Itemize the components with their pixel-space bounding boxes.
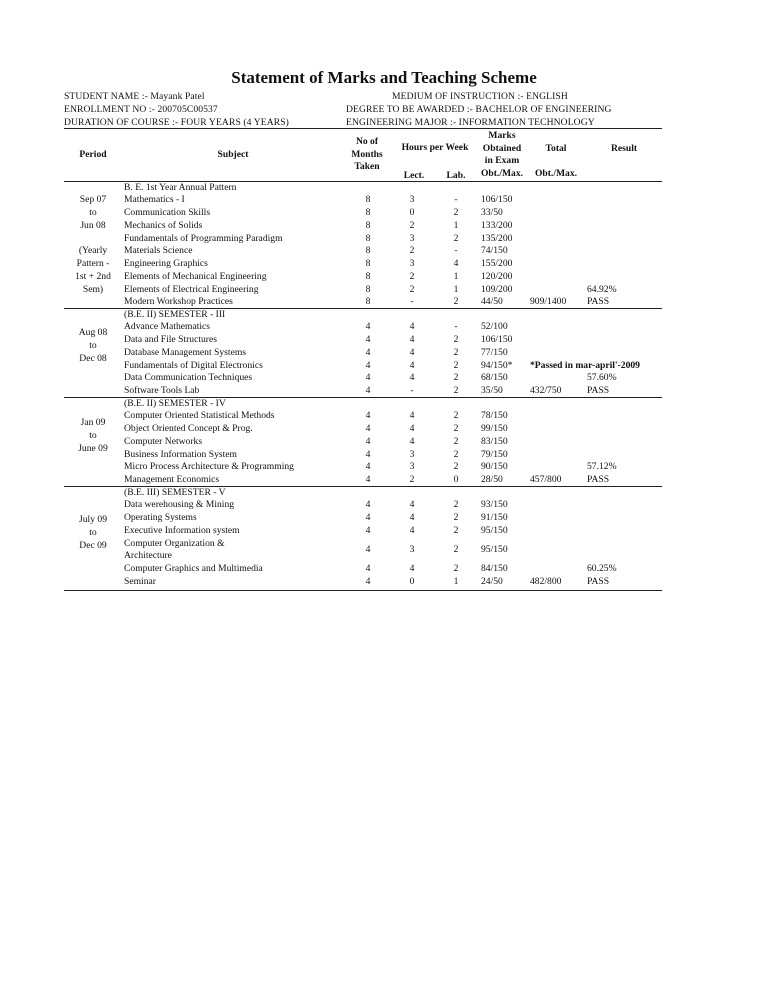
lab-cell: - [454,245,458,257]
subject-cell: Advance Mathematics [124,321,211,333]
subject-cell: Materials Science [124,245,193,257]
section-period [64,514,122,552]
result-cell: PASS [587,575,610,587]
marks-cell: 135/200 [481,232,513,244]
subject-cell-continued: Architecture [124,550,172,562]
result-cell: PASS [587,474,610,485]
course-duration: DURATION OF COURSE :- FOUR YEARS (4 YEARS) [64,117,289,128]
lab-cell: 2 [453,334,459,345]
header-total-sub: Obt./Max. [534,168,578,179]
lab-cell: 1 [453,283,459,295]
header-months: No of Months Taken [351,136,383,172]
marks-cell: 155/200 [481,258,513,269]
student-name: STUDENT NAME :- Mayank Patel [64,91,205,102]
marks-cell: 94/150* [481,359,513,371]
lab-cell: 1 [453,270,459,282]
months-cell: 8 [365,245,371,257]
lect-cell: 2 [409,219,415,231]
marks-cell: 109/200 [481,283,513,295]
months-cell: 8 [365,258,371,269]
subject-cell: Data Communication Techniques [124,372,253,384]
lect-cell: 4 [409,410,415,422]
lect-cell: 3 [409,232,415,244]
lab-cell: 2 [453,232,459,244]
marks-cell: 106/150 [481,334,513,345]
subject-cell: Database Management Systems [124,346,247,358]
months-cell: 4 [365,321,371,333]
lect-cell: 3 [409,448,415,460]
lab-cell: - [454,321,458,333]
subject-cell: Elements of Electrical Engineering [124,283,259,295]
subject-cell: Engineering Graphics [124,258,208,269]
lab-cell: 1 [453,219,459,231]
lect-cell: 4 [409,524,415,536]
lab-cell: 2 [453,435,459,447]
lab-cell: 2 [453,207,459,218]
marks-cell: 106/150 [481,194,513,206]
subject-cell: Data and File Structures [124,334,217,345]
lect-cell: - [410,385,414,396]
marks-cell: 133/200 [481,219,513,231]
months-cell: 4 [365,461,371,473]
period-line: to [89,526,97,538]
lab-cell: 2 [453,448,459,460]
total-cell: 432/750 [530,385,562,396]
subject-cell: Communication Skills [124,207,211,218]
total-cell: 909/1400 [530,296,567,308]
lect-cell: - [410,296,414,308]
period-line: 1st + 2nd [75,270,111,282]
subject-cell: Elements of Mechanical Engineering [124,270,267,282]
lect-cell: 4 [409,499,415,511]
subject-cell: Object Oriented Concept & Prog. [124,423,253,434]
result-cell: 57.60% [587,372,617,384]
marks-cell: 83/150 [481,435,508,447]
subject-cell: Mathematics - I [124,194,185,206]
lab-cell: - [454,194,458,206]
lab-cell: 2 [453,499,459,511]
period-line: Aug 08 [78,327,108,338]
marks-cell: 35/50 [481,385,503,396]
marks-cell: 91/150 [481,512,508,523]
lab-cell: 4 [453,258,459,269]
subject-cell: Seminar [124,575,156,587]
months-cell: 8 [365,219,371,231]
lab-cell: 1 [453,575,459,587]
header-subject: Subject [217,149,249,160]
subject-cell: Management Economics [124,474,220,485]
months-cell: 8 [365,296,371,308]
lect-cell: 2 [409,474,415,485]
period-line: Sem) [82,283,104,295]
lab-cell: 2 [453,563,459,574]
period-line: to [89,429,97,441]
lect-cell: 4 [409,563,415,574]
months-cell: 8 [365,194,371,206]
header-total: Total [545,143,567,154]
result-cell: PASS [587,385,610,396]
months-cell: 4 [365,499,371,511]
period-line: to [89,206,97,218]
lect-cell: 4 [409,423,415,434]
marks-cell: 52/100 [481,321,508,333]
marks-cell: 74/150 [481,245,508,257]
section-period [64,417,122,455]
lab-cell: 2 [453,543,459,555]
lect-cell: 0 [409,207,415,218]
months-cell: 4 [365,334,371,345]
months-cell: 4 [365,543,371,555]
subject-cell: Data werehousing & Mining [124,499,235,511]
section-period [64,327,122,365]
marks-cell: 44/50 [481,296,503,308]
lect-cell: 4 [409,512,415,523]
engineering-major: ENGINEERING MAJOR :- INFORMATION TECHNOLOGY [346,117,595,128]
period-line: (Yearly [78,245,108,257]
months-cell: 8 [365,232,371,244]
lab-cell: 0 [453,474,459,485]
marks-cell: 95/150 [481,524,508,536]
months-cell: 4 [365,423,371,434]
subject-cell: Executive Information system [124,524,240,536]
lect-cell: 3 [409,258,415,269]
period-line: Pattern - [76,257,110,269]
period-line: Dec 08 [79,352,107,364]
months-cell: 4 [365,435,371,447]
period-line: Jan 09 [80,417,106,428]
medium-of-instruction: MEDIUM OF INSTRUCTION :- ENGLISH [392,91,568,102]
months-cell: 4 [365,385,371,396]
marks-cell: 99/150 [481,423,508,434]
lect-cell: 4 [409,372,415,384]
marks-cell: 93/150 [481,499,508,511]
subject-cell: Fundamentals of Programming Paradigm [124,232,283,244]
months-cell: 8 [365,207,371,218]
lect-cell: 4 [409,435,415,447]
marks-cell: 95/150 [481,543,508,555]
lect-cell: 4 [409,359,415,371]
section-title: (B.E. II) SEMESTER - IV [124,397,226,409]
period-line: June 09 [78,442,108,454]
lect-cell: 0 [409,575,415,587]
months-cell: 4 [365,524,371,536]
header-lab: Lab. [446,170,466,181]
result-cell: 64.92% [587,283,617,295]
header-marks: Marks Obtained in Exam Obt./Max. [480,130,524,179]
section-rule [64,590,662,591]
total-cell: 482/800 [530,575,562,587]
result-cell: PASS [587,296,610,308]
lab-cell: 2 [453,524,459,536]
section-title: (B.E. III) SEMESTER - V [124,486,226,498]
lect-cell: 3 [409,461,415,473]
subject-cell: Computer Graphics and Multimedia [124,563,263,574]
lab-cell: 2 [453,423,459,434]
section-period [64,194,122,296]
months-cell: 8 [365,283,371,295]
lab-cell: 2 [453,359,459,371]
section-title: B. E. 1st Year Annual Pattern [124,181,237,193]
subject-cell: Fundamentals of Digital Electronics [124,359,263,371]
marks-cell: 79/150 [481,448,508,460]
lab-cell: 2 [453,372,459,384]
marks-cell: 28/50 [481,474,503,485]
header-lect: Lect. [403,170,425,181]
marks-cell: 78/150 [481,410,508,422]
period-line: Dec 09 [79,539,107,551]
subject-cell: Computer Oriented Statistical Methods [124,410,275,422]
months-cell: 4 [365,512,371,523]
subject-cell: Mechanics of Solids [124,219,203,231]
marks-cell: 68/150 [481,372,508,384]
section-title: (B.E. II) SEMESTER - III [124,308,226,320]
subject-cell: Software Tools Lab [124,385,200,396]
result-cell: 57.12% [587,461,617,473]
lab-cell: 2 [453,346,459,358]
lab-cell: 2 [453,512,459,523]
months-cell: 4 [365,448,371,460]
lab-cell: 2 [453,461,459,473]
marks-cell: 90/150 [481,461,508,473]
header-result: Result [610,143,638,154]
lect-cell: 2 [409,245,415,257]
months-cell: 8 [365,270,371,282]
months-cell: 4 [365,563,371,574]
total-cell: 457/800 [530,474,562,485]
lect-cell: 2 [409,270,415,282]
lab-cell: 2 [453,385,459,396]
header-period: Period [79,149,107,160]
enrollment-number: ENROLLMENT NO :- 200705C00537 [64,104,218,115]
marks-cell: 33/50 [481,207,503,218]
subject-cell: Micro Process Architecture & Programming [124,461,294,473]
passed-note: *Passed in mar-april'-2009 [530,359,640,371]
marks-cell: 120/200 [481,270,513,282]
subject-cell: Operating Systems [124,512,197,523]
subject-cell: Computer Organization & [124,537,225,549]
marks-cell: 84/150 [481,563,508,574]
header-top-rule [64,128,662,129]
marks-cell: 77/150 [481,346,508,358]
header-hours-per-week: Hours per Week [401,142,469,153]
months-cell: 4 [365,359,371,371]
period-line: to [89,339,97,351]
lect-cell: 4 [409,346,415,358]
lect-cell: 2 [409,283,415,295]
months-cell: 4 [365,410,371,422]
subject-cell: Business Information System [124,448,237,460]
months-cell: 4 [365,575,371,587]
lect-cell: 4 [409,334,415,345]
lect-cell: 4 [409,321,415,333]
lab-cell: 2 [453,296,459,308]
months-cell: 4 [365,474,371,485]
period-line: Jun 08 [80,219,106,231]
lab-cell: 2 [453,410,459,422]
marks-cell: 24/50 [481,575,503,587]
degree-awarded: DEGREE TO BE AWARDED :- BACHELOR OF ENGINEERING [346,104,612,115]
result-cell: 60.25% [587,563,617,574]
lect-cell: 3 [409,194,415,206]
subject-cell: Modern Workshop Practices [124,296,233,308]
lect-cell: 3 [409,543,415,555]
period-line [64,232,122,245]
subject-cell: Computer Networks [124,435,203,447]
months-cell: 4 [365,346,371,358]
period-line: Sep 07 [79,194,107,205]
page-title: Statement of Marks and Teaching Scheme [231,68,537,87]
months-cell: 4 [365,372,371,384]
period-line: July 09 [79,514,107,525]
